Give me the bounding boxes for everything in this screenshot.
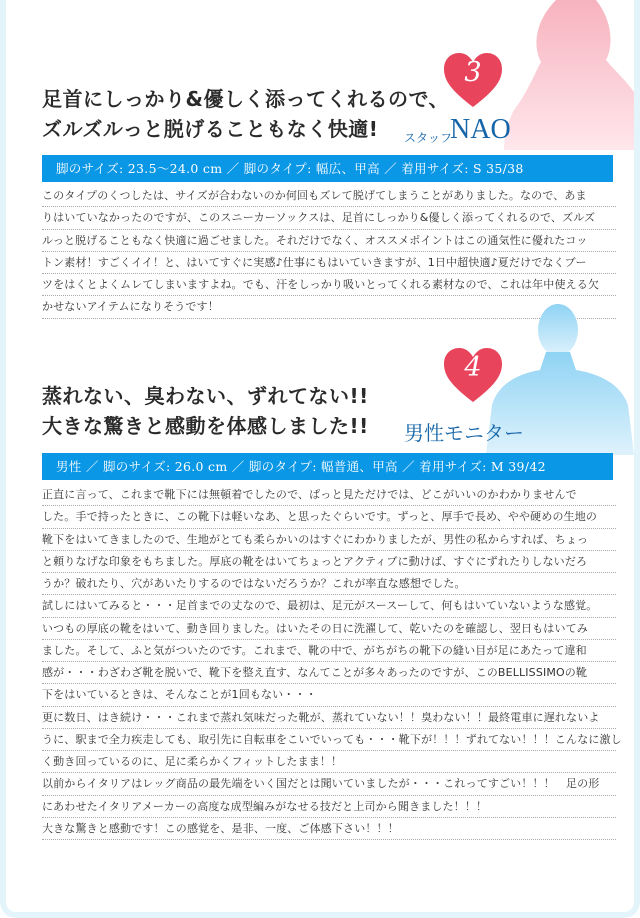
body-line: 感が・・・わざわざ靴を脱いで、靴下を整え直す、なんてことが多々あったのですが、このBELLISSIMOの靴 — [42, 662, 616, 684]
reviewer-name: NAO — [450, 114, 511, 145]
body-line: このタイプのくつしたは、サイズが合わないのか何回もズレて脱げてしまうことがありました。なので、あま — [42, 185, 616, 207]
body-line: いつもの厚底の靴をはいて、動き回りました。はいたその日に洗濯して、乾いたのを確認し、翌日もはいてみ — [42, 618, 616, 640]
review-body — [42, 185, 616, 319]
heart-badge-4 — [442, 346, 504, 404]
body-line: にあわせたイタリアメーカーの高度な成型編みがなせる技だと上司から聞きました！！！ — [42, 796, 616, 818]
heading-line: 足首にしっかり&優しく添ってくれるので、 — [42, 87, 450, 111]
heading-line: 蒸れない、臭わない、ずれてない!! — [42, 384, 369, 408]
review-number: 4 — [464, 352, 482, 383]
body-line: 更に数日、はき続け・・・これまで蒸れ気味だった靴が、蒸れていない！！臭わない！！最終電車に遅れないよ — [42, 707, 616, 729]
review-body — [42, 484, 622, 840]
heading-line: ズルズルっと脱げることもなく快適! — [42, 117, 379, 141]
female-silhouette-image — [496, 0, 636, 150]
body-line: と頼りなげな印象をもちました。厚底の靴をはいてちょっとアクティブに動けば、すぐにずれたりしないだろ — [42, 551, 616, 573]
heart-badge-3 — [442, 51, 504, 109]
body-line: トン素材！すごくイイ！と、はいてすぐに実感♪仕事にもはいていきますが、1日中超快適♪夏だけでなくブー — [42, 252, 616, 274]
reviewer-label: スタッフ — [404, 131, 453, 145]
size-info-bar: 男性 ／ 脚のサイズ: 26.0 cm ／ 脚のタイプ: 幅普通、甲高 ／ 着用サイズ: M 39/42 — [42, 453, 613, 480]
size-info-bar: 脚のサイズ: 23.5〜24.0 cm ／ 脚のタイプ: 幅広、甲高 ／ 着用サイズ: S 35/38 — [42, 155, 613, 182]
review-number: 3 — [464, 57, 482, 88]
body-line: 試しにはいてみると・・・足首までの丈なので、最初は、足元がスースーして、何もはいていないような感覚。 — [42, 595, 616, 617]
review-heading — [42, 84, 449, 144]
body-line: りはいていなかったのですが、このスニーカーソックスは、足首にしっかり&優しく添ってくれるので、ズルズ — [42, 207, 616, 229]
body-line: 靴下をはいてきましたので、生地がとても柔らかいのはすぐにわかりましたが、男性の私からすれば、ちょっ — [42, 529, 616, 551]
body-line: く動き回っているのに、足に柔らかくフィットしたまま！！ — [42, 751, 616, 773]
body-line: うか？破れたり、穴があいたりするのではないだろうか？これが率直な感想でした。 — [42, 573, 616, 595]
body-line: 大きな驚きと感動です！この感覚を、是非、一度、ご体感下さい！！！ — [42, 818, 616, 840]
body-line: ツをはくとよくムレてしまいますよね。でも、汗をしっかり吸いとってくれる素材なので、これは年中使える欠 — [42, 274, 616, 296]
body-line: うに、駅まで全力疾走しても、取引先に自転車をこいでいっても・・・靴下が！！！ずれてない！！！こんなに激し — [42, 729, 616, 751]
body-line: した。手で持ったときに、この靴下は軽いなあ、と思ったぐらいです。ずっと、厚手で長め、やや硬めの生地の — [42, 506, 616, 528]
body-line: 下をはいているときは、そんなことが1回もない・・・ — [42, 684, 616, 706]
review-heading — [42, 381, 369, 441]
heading-line: 大きな驚きと感動を体感しました!! — [42, 414, 369, 438]
body-line: 正直に言って、これまで靴下には無頓着でしたので、ぱっと見ただけでは、どこがいいのかわかりませんで — [42, 484, 616, 506]
body-line: 以前からイタリアはレッグ商品の最先端をいく国だとは聞いていましたが・・・これってすごい！！！ 足の形 — [42, 773, 616, 795]
reviewer-name: 男性モニター — [404, 421, 524, 445]
body-line: かせないアイテムになりそうです！ — [42, 296, 616, 318]
body-line: ました。そして、ふと気がついたのです。これまで、靴の中で、がちがちの靴下の縫い目が足にあたって違和 — [42, 640, 616, 662]
body-line: ルっと脱げることもなく快適に過ごせました。それだけでなく、オススメポイントはこの通気性に優れたコッ — [42, 230, 616, 252]
